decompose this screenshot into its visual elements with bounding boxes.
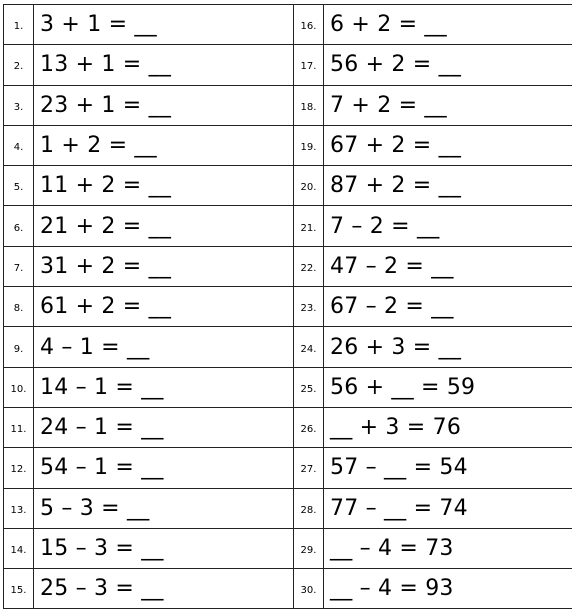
math-problem: 77 – __ = 74 (324, 488, 572, 528)
problem-number: 7. (4, 246, 34, 286)
problem-number: 14. (4, 528, 34, 568)
problem-number: 15. (4, 569, 34, 609)
math-problem: 5 – 3 = __ (34, 488, 294, 528)
problem-row (4, 246, 572, 286)
problem-number: 16. (294, 5, 324, 45)
math-problem: 67 – 2 = __ (324, 287, 572, 327)
problem-row (4, 5, 572, 45)
math-problem: 3 + 1 = __ (34, 5, 294, 45)
math-problem: 21 + 2 = __ (34, 206, 294, 246)
problem-number: 26. (294, 407, 324, 447)
problem-number: 20. (294, 166, 324, 206)
math-problem: 7 + 2 = __ (324, 85, 572, 125)
math-worksheet (3, 4, 569, 609)
problem-number: 8. (4, 287, 34, 327)
problem-number: 18. (294, 85, 324, 125)
math-problem: 11 + 2 = __ (34, 166, 294, 206)
math-problem: 57 – __ = 54 (324, 448, 572, 488)
problem-row (4, 488, 572, 528)
problem-number: 3. (4, 85, 34, 125)
math-problem: 26 + 3 = __ (324, 327, 572, 367)
problem-number: 29. (294, 528, 324, 568)
problem-number: 2. (4, 45, 34, 85)
problem-number: 1. (4, 5, 34, 45)
problem-number: 5. (4, 166, 34, 206)
problem-table-body (4, 5, 572, 609)
problem-row (4, 166, 572, 206)
math-problem: 87 + 2 = __ (324, 166, 572, 206)
math-problem: 47 – 2 = __ (324, 246, 572, 286)
problem-number: 28. (294, 488, 324, 528)
math-problem: 31 + 2 = __ (34, 246, 294, 286)
math-problem: 56 + __ = 59 (324, 367, 572, 407)
math-problem: 13 + 1 = __ (34, 45, 294, 85)
problem-number: 9. (4, 327, 34, 367)
problem-number: 22. (294, 246, 324, 286)
problem-number: 10. (4, 367, 34, 407)
problem-row (4, 85, 572, 125)
math-problem: __ – 4 = 93 (324, 569, 572, 609)
math-problem: 14 – 1 = __ (34, 367, 294, 407)
problem-number: 23. (294, 287, 324, 327)
math-problem: 67 + 2 = __ (324, 125, 572, 165)
problem-row (4, 448, 572, 488)
problem-number: 12. (4, 448, 34, 488)
problem-number: 24. (294, 327, 324, 367)
math-problem: 7 – 2 = __ (324, 206, 572, 246)
problem-number: 21. (294, 206, 324, 246)
math-problem: 25 – 3 = __ (34, 569, 294, 609)
problem-row (4, 528, 572, 568)
problem-row (4, 407, 572, 447)
math-problem: 56 + 2 = __ (324, 45, 572, 85)
problem-table (3, 4, 572, 609)
problem-row (4, 45, 572, 85)
problem-number: 25. (294, 367, 324, 407)
math-problem: __ + 3 = 76 (324, 407, 572, 447)
problem-number: 27. (294, 448, 324, 488)
math-problem: 15 – 3 = __ (34, 528, 294, 568)
problem-row (4, 327, 572, 367)
problem-row (4, 287, 572, 327)
math-problem: 6 + 2 = __ (324, 5, 572, 45)
problem-number: 17. (294, 45, 324, 85)
math-problem: 54 – 1 = __ (34, 448, 294, 488)
math-problem: 1 + 2 = __ (34, 125, 294, 165)
problem-number: 30. (294, 569, 324, 609)
math-problem: 61 + 2 = __ (34, 287, 294, 327)
problem-number: 11. (4, 407, 34, 447)
problem-row (4, 569, 572, 609)
problem-row (4, 367, 572, 407)
problem-number: 19. (294, 125, 324, 165)
problem-number: 6. (4, 206, 34, 246)
problem-number: 4. (4, 125, 34, 165)
math-problem: 23 + 1 = __ (34, 85, 294, 125)
problem-row (4, 125, 572, 165)
math-problem: 4 – 1 = __ (34, 327, 294, 367)
problem-number: 13. (4, 488, 34, 528)
problem-row (4, 206, 572, 246)
math-problem: 24 – 1 = __ (34, 407, 294, 447)
math-problem: __ – 4 = 73 (324, 528, 572, 568)
